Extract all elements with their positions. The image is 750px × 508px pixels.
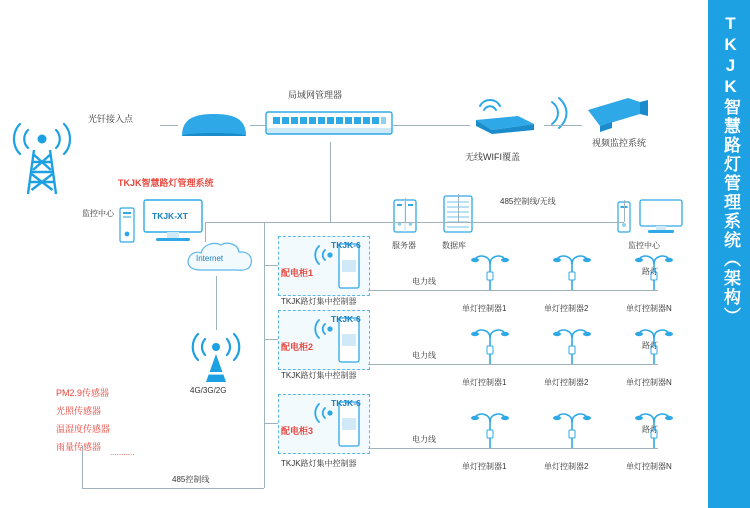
server-tower-icon	[118, 206, 136, 244]
line-database-bus	[458, 194, 459, 222]
row1-caption: TKJK路灯集中控制器	[281, 297, 357, 306]
line-router-switch	[250, 125, 265, 126]
line-right-monitor-bus	[624, 200, 625, 222]
label-mobile-net: 4G/3G/2G	[190, 386, 227, 395]
row2-cabinet-label: 配电柜2	[281, 342, 314, 352]
row3-lamp-label: 路灯	[642, 425, 658, 434]
row3-tkjk-tag: TKJK-6	[331, 398, 361, 408]
mobile-antenna-icon	[188, 330, 244, 384]
row3-power-line-label: 电力线	[412, 435, 436, 444]
line-fiber-router	[160, 125, 178, 126]
street-lamp-3-2-icon	[552, 408, 592, 450]
line-console-bus	[205, 222, 206, 242]
camera-icon	[582, 90, 652, 134]
row3-cabinet-label: 配电柜3	[281, 426, 314, 436]
label-fiber-access: 光钎接入点	[88, 114, 134, 124]
sidebar-title: TKJK智慧路灯管理系统（架构）	[721, 14, 740, 326]
row2-caption: TKJK路灯集中控制器	[281, 371, 357, 380]
row2-power-line	[368, 364, 658, 365]
row2-controller-2: 单灯控制器N	[626, 378, 672, 387]
row1-controller-1: 单灯控制器2	[544, 304, 589, 313]
street-lamp-2-2-icon	[552, 324, 592, 366]
row2-power-line-label: 电力线	[412, 351, 436, 360]
row3-controller-0: 单灯控制器1	[462, 462, 507, 471]
street-lamp-1-2-icon	[552, 250, 592, 292]
label-console: TKJK-XT	[152, 211, 188, 221]
bus-main-horizontal	[205, 222, 616, 223]
street-lamp-1-1-icon	[470, 250, 510, 292]
label-system-title: TKJK智慧路灯管理系统	[118, 178, 214, 188]
line-wifi-camera	[544, 125, 582, 126]
sensor-item-0: PM2.9传感器	[56, 388, 110, 398]
line-cloud-mobile	[216, 276, 217, 330]
row1-trunk-connector	[264, 265, 278, 266]
row1-controller-2: 单灯控制器N	[626, 304, 672, 313]
street-lamp-2-1-icon	[470, 324, 510, 366]
row2-tkjk-tag: TKJK-6	[331, 314, 361, 324]
sensor-item-3: 雨量传感器	[56, 442, 102, 452]
row1-tkjk-tag: TKJK-6	[331, 240, 361, 250]
street-lamp-3-1-icon	[470, 408, 510, 450]
label-internet: Internet	[196, 254, 224, 263]
wifi-ap-icon	[470, 88, 544, 138]
line-switch-wifi	[393, 125, 470, 126]
row2-controller-0: 单灯控制器1	[462, 378, 507, 387]
row3-trunk-connector	[264, 423, 278, 424]
label-485-bottom: 485控制线	[172, 475, 210, 484]
row1-controller-0: 单灯控制器1	[462, 304, 507, 313]
label-monitor-center-right: 监控中心	[628, 241, 660, 250]
line-485-to-trunk	[264, 472, 265, 488]
router-icon	[178, 110, 250, 140]
row1-power-line	[368, 290, 658, 291]
line-bus-right-end	[616, 222, 624, 223]
label-monitor-center-left: 监控中心	[82, 209, 114, 218]
sensor-item-1: 光照传感器	[56, 406, 102, 416]
label-wifi-cover: 无线WIFI覆盖	[465, 152, 520, 162]
label-server: 服务器	[392, 241, 416, 250]
trunk-vertical	[264, 222, 265, 472]
line-485-bottom	[82, 488, 264, 489]
label-video-system: 视频监控系统	[592, 138, 647, 148]
line-switch-down	[330, 142, 331, 222]
row1-power-line-label: 电力线	[412, 277, 436, 286]
switch-icon	[265, 106, 393, 142]
line-sensors-down	[82, 446, 83, 488]
row2-trunk-connector	[264, 339, 278, 340]
row3-controller-2: 单灯控制器N	[626, 462, 672, 471]
label-control-line-wireless: 485控制线/无线	[500, 197, 556, 206]
row1-lamp-label: 路灯	[642, 267, 658, 276]
row3-caption: TKJK路灯集中控制器	[281, 459, 357, 468]
row3-controller-1: 单灯控制器2	[544, 462, 589, 471]
title-sidebar	[708, 0, 750, 508]
sensor-item-2: 温湿度传感器	[56, 424, 111, 434]
line-server-bus	[405, 198, 406, 222]
row2-controller-1: 单灯控制器2	[544, 378, 589, 387]
cell-tower-icon	[8, 118, 76, 196]
row1-cabinet-label: 配电柜1	[281, 268, 314, 278]
row2-lamp-label: 路灯	[642, 341, 658, 350]
label-lan-manager: 局域网管理器	[288, 90, 343, 100]
sensor-item-4: ...........	[110, 448, 135, 457]
row3-power-line	[368, 448, 658, 449]
label-database: 数据库	[442, 241, 466, 250]
right-monitor-icon	[638, 198, 684, 236]
